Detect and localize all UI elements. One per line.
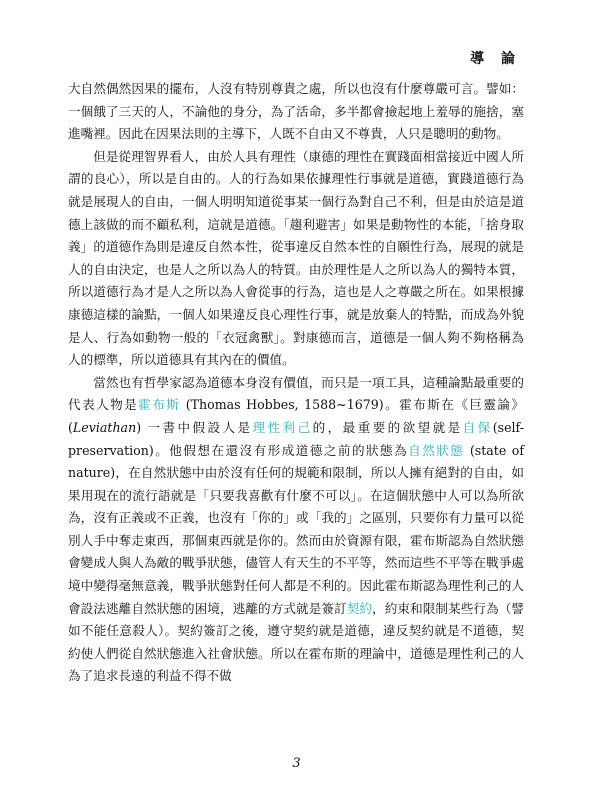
paragraph-text: ) 一書中假設人是: [136, 419, 253, 435]
paragraph-text: (self-preservation)。他假想在還沒有形成道德之前的狀態為: [68, 419, 525, 458]
paragraph-text: 大自然偶然因果的擺布，人沒有特別尊貴之處，所以也沒有什麼尊嚴可言。譬如：一個餓了三天的人，不論他的身分，為了活命，多半都會撿起地上羞辱的施捨，塞進嘴裡。因此在因果法則的主導下，人既不自由又不尊貴，人只是聰明的動物。: [68, 81, 524, 142]
paragraph: [68, 372, 524, 688]
highlighted-term: 理性利己: [252, 419, 313, 435]
paragraph-text: 當然也有哲學家認為道德本身沒有價值，而只是一項工具，這種論點最重要的代表人物是: [68, 374, 524, 413]
paragraph-text: (Thomas Hobbes, 1588~1679)。霍布斯在《巨靈論》(: [68, 397, 525, 435]
highlighted-term: 契約: [346, 600, 373, 616]
page-number: 3: [292, 756, 301, 771]
page-header-title: 導 論: [470, 51, 521, 67]
highlighted-term: 自保: [462, 419, 493, 435]
italic-title: Leviathan: [72, 419, 137, 435]
paragraph-text: 但是從理智界看人，由於人具有理性（康德的理性在實踐面相當接近中國人所謂的良心），所以是自由的。人的行為如果依據理性行事就是道德，實踐道德行為就是展現人的自由，一個人明明知道從事某一個行為對自己不利，但是由於這是道德上該做的而不顧私利，這就是道德。「趨利避害」如果是動物性的本能，「捨身取義」的道德作為則是違反自然本性，從事違反自然本性的自願性行為，展現的就是人的自由決定，也是人之所以為人的特質。由於理性是人之所以為人的獨特本質，所以道德行為才是人之所以為人會從事的行為，這也是人之尊嚴之所在。如果根據康德這樣的論點，一個人如果違反良心理性行事，就是放棄人的特點，而成為外貌是人、行為如動物一般的「衣冠禽獸」。對康德而言，道德是一個人夠不夠格稱為人的標準，所以道德具有其內在的價值。: [68, 148, 524, 368]
paragraph-text: 的，最重要的欲望就是: [312, 419, 463, 435]
document-body: [68, 78, 524, 688]
paragraph: [68, 146, 524, 372]
paragraph-text: (state of nature)，在自然狀態中由於沒有任何的規範和限制，所以人擁有絕對的自由，如果用現在的流行語就是「只要我喜歡有什麼不可以」。在這個狀態中人可以為所欲為，沒有正義或不正義，也沒有「你的」或「我的」之區別，只要你有力量可以從別人手中奪走東西，那個東西就是你的。然而由於資源有限，霍布斯認為自然狀態會變成人與人為敵的戰爭狀態，儘管人有天生的不平等，然而這些不平等在戰爭處境中變得毫無意義，戰爭狀態對任何人都是不利的。因此霍布斯認為理性利己的人會設法逃離自然狀態的困境，逃離的方式就是簽訂: [68, 442, 524, 616]
paragraph: [68, 78, 524, 146]
highlighted-term: 自然狀態: [408, 442, 465, 458]
paragraph-text: ，約束和限制某些行為（譬如不能任意殺人）。契約簽訂之後，遵守契約就是道德，違反契約就是不道德，契約使人們從自然狀態進入社會狀態。所以在霍布斯的理論中，道德是理性利己的人為了追求長遠的利益不得不做: [68, 600, 525, 684]
highlighted-term: 霍布斯: [138, 397, 181, 413]
